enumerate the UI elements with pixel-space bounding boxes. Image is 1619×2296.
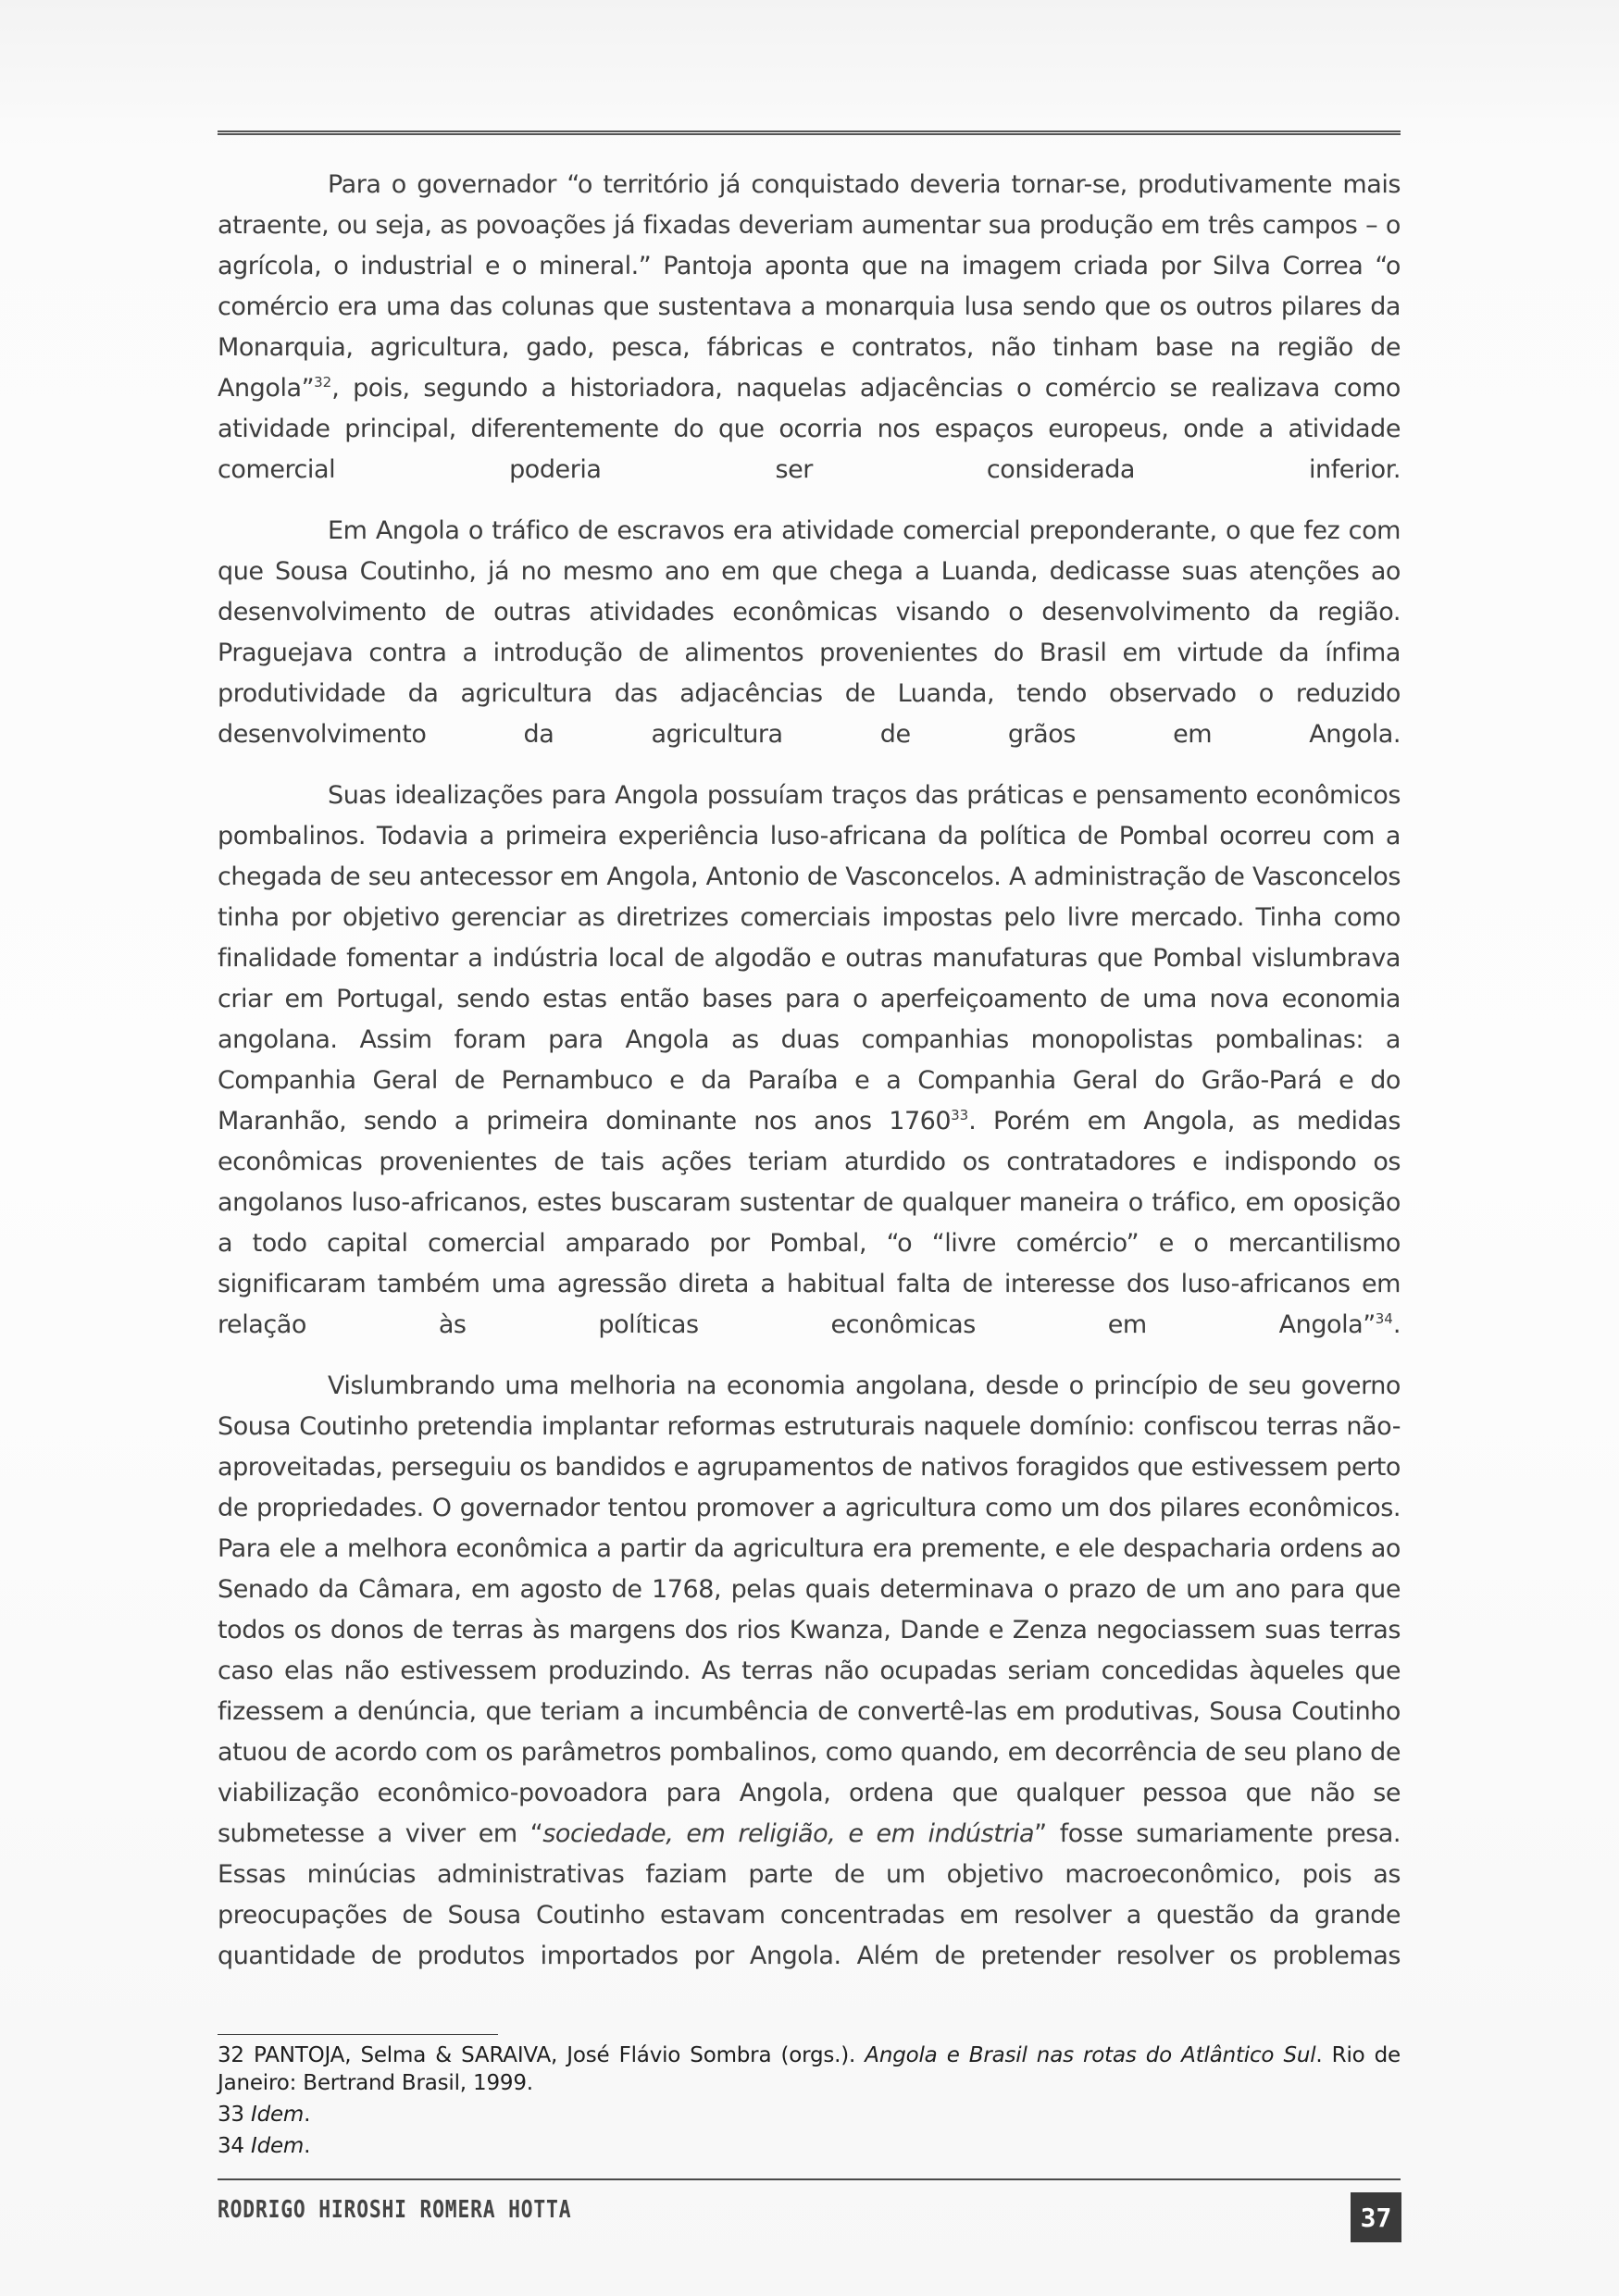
footnote-32: 32 PANTOJA, Selma & SARAIVA, José Flávio Sombra (orgs.). Angola e Brasil nas rotas do Atlântico Sul. Rio de Janeiro: Bertrand Brasil, 1999. (218, 2043, 1401, 2095)
book-title: Angola e Brasil nas rotas do Atlântico Sul (865, 2043, 1316, 2067)
footer-author: RODRIGO HIROSHI ROMERA HOTTA (218, 2196, 572, 2224)
footnote-33: 33 Idem. (218, 2103, 311, 2127)
paragraph-2: Em Angola o tráfico de escravos era atividade comercial preponderante, o que fez com que Sousa Coutinho, já no mesmo ano em que chega a Luanda, dedicasse suas atenções ao desenvolvimento de outras atividades econômicas visando o desenvolvimento da região. Praguejava contra a introdução de alimentos provenientes do Brasil em virtude da ínfima produtividade da agricultura das adjacências de Luanda, tendo observado o reduzido desenvolvimento da agricultura de grãos em Angola. (218, 516, 1401, 749)
header-double-rule (218, 130, 1401, 135)
footnote-ref-32[interactable]: 32 (314, 374, 332, 391)
paragraph-4: Vislumbrando uma melhoria na economia angolana, desde o princípio de seu governo Sousa Coutinho pretendia implantar reformas estruturais naquele domínio: confiscou terras não-aproveitadas, perseguiu os bandidos e agrupamentos de nativos foragidos que estivessem perto de propriedades. O governador tentou promover a agricultura como um dos pilares econômicos. Para ele a melhora econômica a partir da agricultura era premente, e ele despacharia ordens ao Senado da Câmara, em agosto de 1768, pelas quais determinava o prazo de um ano para que todos os donos de terras às margens dos rios Kwanza, Dande e Zenza negociassem suas terras caso elas não estivessem produzindo. As terras não ocupadas seriam concedidas àqueles que fizessem a denúncia, que teriam a incumbência de convertê-las em produtivas, Sousa Coutinho atuou de acordo com os parâmetros pombalinos, como quando, em decorrência de seu plano de viabilização econômico-povoadora para Angola, ordena que qualquer pessoa que não se submetesse a viver em “sociedade, em religião, e em indústria” fosse sumariamente presa. Essas minúcias administrativas faziam parte de um objetivo macroeconômico, pois as preocupações de Sousa Coutinho estavam concentradas em resolver a questão da grande quantidade de produtos importados por Angola. Além de pretender resolver os problemas (218, 1371, 1401, 1970)
paragraph-3: Suas idealizações para Angola possuíam traços das práticas e pensamento econômicos pombalinos. Todavia a primeira experiência luso-africana da política de Pombal ocorreu com a chegada de seu antecessor em Angola, Antonio de Vasconcelos. A administração de Vasconcelos tinha por objetivo gerenciar as diretrizes comerciais impostas pelo livre mercado. Tinha como finalidade fomentar a indústria local de algodão e outras manufaturas que Pombal vislumbrava criar em Portugal, sendo estas então bases para o aperfeiçoamento de uma nova economia angolana. Assim foram para Angola as duas companhias monopolistas pombalinas: a Companhia Geral de Pernambuco e da Paraíba e a Companhia Geral do Grão-Pará e do Maranhão, sendo a primeira dominante nos anos 1760$^{33}$. Porém em Angola, as medidas econômicas provenientes de tais ações teriam aturdido os contratadores e indispondo os angolanos luso-africanos, estes buscaram sustentar de qualquer maneira o tráfico, em oposição a todo capital comercial amparado por Pombal, “o “livre comércio” e o mercantilismo significaram também uma agressão direta a habitual falta de interesse dos luso-africanos em relação às políticas econômicas em Angola”$^{34}$. (218, 781, 1401, 1339)
page-number-badge: 37 (1351, 2192, 1401, 2242)
footer-rule (218, 2178, 1401, 2180)
footnote-separator (218, 2034, 498, 2035)
paragraph-1: Para o governador “o território já conquistado deveria tornar-se, produtivamente mais atraente, ou seja, as povoações já fixadas deveriam aumentar sua produção em três campos – o agrícola, o industrial e o mineral.” Pantoja aponta que na imagem criada por Silva Correa “o comércio era uma das colunas que sustentava a monarquia lusa sendo que os outros pilares da Monarquia, agricultura, gado, pesca, fábricas e contratos, não tinham base na região de Angola”$^{32}$, pois, segundo a historiadora, naquelas adjacências o comércio se realizava como atividade principal, diferentemente do que ocorria nos espaços europeus, onde a atividade comercial poderia ser considerada inferior. (218, 170, 1401, 484)
quoted-phrase: sociedade, em religião, e em indústria (542, 1819, 1035, 1848)
footnote-ref-33[interactable]: 33 (951, 1107, 969, 1123)
body-text (218, 165, 1401, 1997)
footnotes (218, 2042, 1401, 2164)
footnote-34: 34 Idem. (218, 2134, 311, 2158)
footnote-ref-34[interactable]: 34 (1375, 1310, 1393, 1327)
